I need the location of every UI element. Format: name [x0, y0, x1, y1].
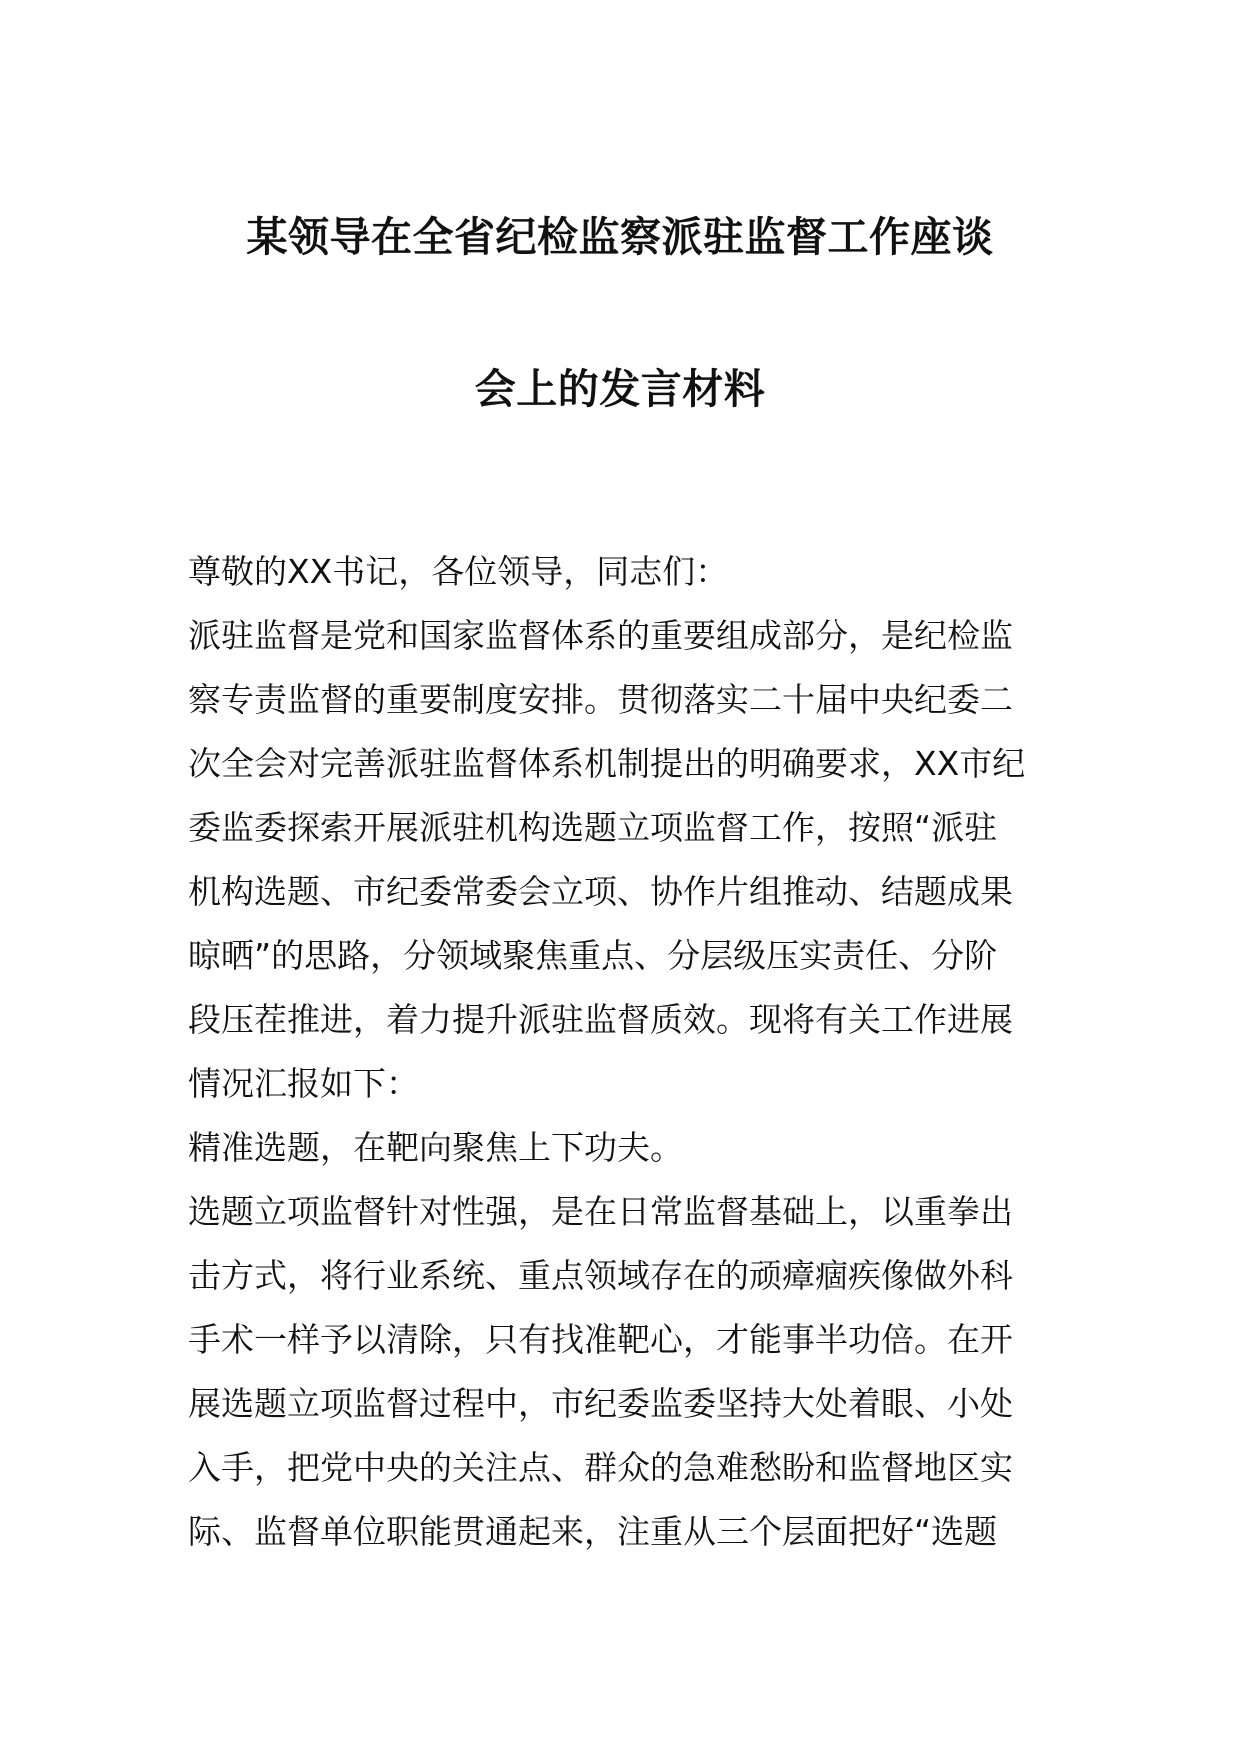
section-heading-line: 精准选题，在靶向聚焦上下功夫。: [188, 1128, 683, 1167]
document-title-line-1: 某领导在全省纪检监察派驻监督工作座谈: [246, 213, 994, 261]
body-line: 展选题立项监督过程中，市纪委监委坚持大处着眼、小处: [188, 1384, 1013, 1423]
body-line: 机构选题、市纪委常委会立项、协作片组推动、结题成果: [188, 872, 1013, 911]
body-line: 手术一样予以清除，只有找准靶心，才能事半功倍。在开: [188, 1320, 1013, 1359]
body-line: 情况汇报如下：: [188, 1064, 419, 1103]
body-line: 际、监督单位职能贯通起来，注重从三个层面把好“选题: [188, 1512, 998, 1551]
salutation-line: 尊敬的XX书记，各位领导，同志们：: [188, 552, 729, 591]
body-line: 次全会对完善派驻监督体系机制提出的明确要求，XX市纪: [188, 744, 1026, 783]
body-line: 段压茬推进，着力提升派驻监督质效。现将有关工作进展: [188, 1000, 1013, 1039]
document-body: [188, 547, 1060, 1571]
body-line: 派驻监督是党和国家监督体系的重要组成部分，是纪检监: [188, 616, 1013, 655]
body-line: 晾晒”的思路，分领域聚焦重点、分层级压实责任、分阶: [188, 936, 998, 975]
body-line: 选题立项监督针对性强，是在日常监督基础上，以重拳出: [188, 1192, 1013, 1231]
body-line: 入手，把党中央的关注点、群众的急难愁盼和监督地区实: [188, 1448, 1013, 1487]
body-line: 击方式，将行业系统、重点领域存在的顽瘴痼疾像做外科: [188, 1256, 1013, 1295]
body-line: 委监委探索开展派驻机构选题立项监督工作，按照“派驻: [188, 808, 998, 847]
body-line: 察专责监督的重要制度安排。贯彻落实二十届中央纪委二: [188, 680, 1013, 719]
document-title-line-2: 会上的发言材料: [474, 365, 766, 413]
